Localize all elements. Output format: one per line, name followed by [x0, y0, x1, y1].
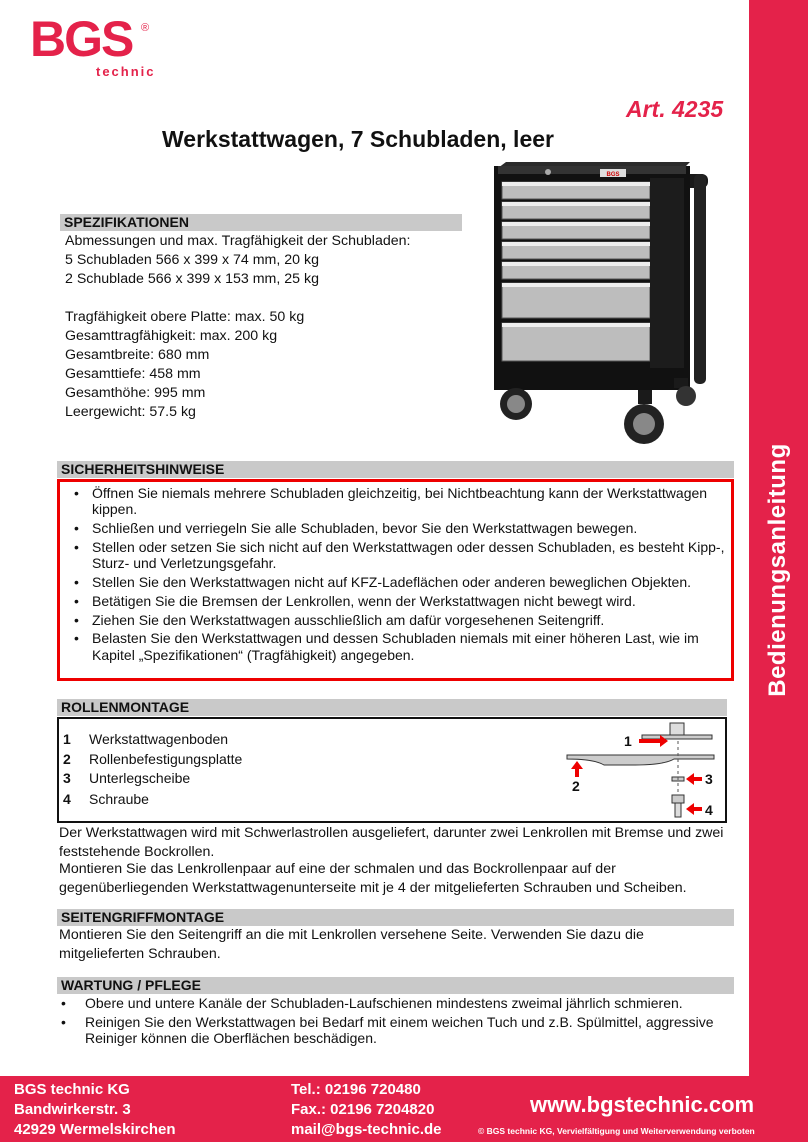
spec-line: Gesamthöhe: 995 mm [65, 385, 206, 401]
spec-line: 2 Schublade 566 x 399 x 153 mm, 25 kg [65, 271, 319, 287]
footer-mail[interactable]: mail@bgs-technic.de [291, 1121, 442, 1138]
part-item: 4 Schraube [63, 791, 149, 807]
brand-logo: BGS [30, 11, 133, 67]
spec-line: Gesamtbreite: 680 mm [65, 347, 210, 363]
spec-line: 5 Schubladen 566 x 399 x 74 mm, 20 kg [65, 252, 319, 268]
footer-website[interactable]: www.bgstechnic.com [530, 1092, 755, 1117]
side-label: Bedienungsanleitung [764, 443, 791, 697]
spec-line: Abmessungen und max. Tragfähigkeit der Schubladen: [65, 233, 411, 249]
caster-assembly-diagram [564, 721, 724, 821]
spec-line: Tragfähigkeit obere Platte: max. 50 kg [65, 309, 305, 325]
footer-street: Bandwirkerstr. 3 [14, 1101, 131, 1118]
footer-city: 42929 Wermelskirchen [14, 1121, 176, 1138]
list-item: • Ziehen Sie den Werkstattwagen ausschließlich am dafür vorgesehenen Seitengriff. [74, 611, 605, 628]
drawer-6 [502, 283, 650, 318]
footer-fax: Fax.: 02196 7204820 [291, 1101, 435, 1118]
spec-line: Leergewicht: 57.5 kg [65, 404, 196, 420]
brand-registered-mark: ® [141, 22, 150, 34]
list-item: • Öffnen Sie niemals mehrere Schubladen gleichzeitig, bei Nichtbeachtung kann der Werkstattwagen kippen. [74, 485, 708, 518]
rollen-text-1: Der Werkstattwagen wird mit Schwerlastrollen ausgeliefert, darunter zwei Lenkrollen mit Bremse und zwei feststehende Bockrollen. [59, 825, 724, 860]
footer-company: BGS technic KG [14, 1081, 130, 1098]
list-item: • Belasten Sie den Werkstattwagen und dessen Schubladen niemals mit einer höheren Last, wie im Kapitel „Spezifikationen“ (Tragfähigkeit) angegeben. [74, 630, 699, 663]
diagram-label: 1 [624, 733, 632, 749]
spec-line: Gesamttiefe: 458 mm [65, 366, 201, 382]
wartung-list [57, 995, 734, 1049]
drawer-7 [502, 323, 650, 361]
wartung-heading: WARTUNG / PFLEGE [57, 977, 734, 994]
lock-icon [545, 169, 551, 175]
specs-list [65, 232, 410, 422]
diagram-label: 4 [705, 802, 713, 818]
diagram-label: 2 [572, 778, 580, 794]
part-item: 1 Werkstattwagenboden [63, 731, 229, 747]
rollen-text-2: Montieren Sie das Lenkrollenpaar auf eine der schmalen und das Bockrollenpaar auf der gegenüberliegenden Werkstattwagenunterseite mit je 4 der mitgelieferten Schrauben und Scheiben. [59, 861, 687, 896]
diagram-label: 3 [705, 771, 713, 787]
rollen-heading: ROLLENMONTAGE [57, 699, 727, 716]
spec-line: Gesamttragfähigkeit: max. 200 kg [65, 328, 278, 344]
footer-contact [291, 1080, 442, 1140]
list-item: • Stellen Sie den Werkstattwagen nicht auf KFZ-Ladeflächen oder anderen beweglichen Objekten. [74, 573, 691, 590]
list-item: • Betätigen Sie die Bremsen der Lenkrollen, wenn der Werkstattwagen nicht bewegt wird. [74, 592, 636, 609]
part-item: 2 Rollenbefestigungsplatte [63, 751, 243, 767]
footer-tel: Tel.: 02196 720480 [291, 1081, 421, 1098]
safety-heading: SICHERHEITSHINWEISE [57, 461, 734, 478]
brand-sub: technic [96, 64, 156, 79]
list-item: • Schließen und verriegeln Sie alle Schubladen, bevor Sie den Werkstattwagen bewegen. [74, 520, 638, 537]
page-title: Werkstattwagen, 7 Schubladen, leer [162, 126, 554, 152]
griff-heading: SEITENGRIFFMONTAGE [57, 909, 734, 926]
list-item: • Stellen oder setzen Sie sich nicht auf den Werkstattwagen oder dessen Schubladen, es besteht Kipp-, Sturz- und Verletzungsgefahr. [74, 538, 725, 572]
griff-text: Montieren Sie den Seitengriff an die mit Lenkrollen versehene Seite. Verwenden Sie dazu die mitgelieferten Schrauben. [59, 927, 644, 962]
safety-box [57, 479, 734, 681]
footer-copyright: © BGS technic KG, Vervielfältigung und Weiterverwendung verboten [478, 1126, 755, 1136]
tool-cart-image [488, 158, 728, 448]
handle-post [694, 174, 706, 384]
rollen-box [57, 717, 727, 823]
footer-address [14, 1080, 176, 1140]
list-item: • Reinigen Sie den Werkstattwagen bei Bedarf mit einem weichen Tuch und z.B. Spülmittel, aggressive Reiniger können die Oberflächen beschädigen. [61, 1013, 714, 1047]
caster-wheel [676, 386, 696, 406]
list-item: • Obere und untere Kanäle der Schubladen-Laufschienen mindestens zweimal jährlich schmieren. [61, 995, 683, 1011]
product-badge: BGS [606, 172, 620, 178]
spec-line [65, 289, 410, 308]
article-number: Art. 4235 [626, 96, 724, 122]
specs-heading: SPEZIFIKATIONEN [60, 214, 462, 231]
part-item: 3 Unterlegscheibe [63, 770, 191, 786]
